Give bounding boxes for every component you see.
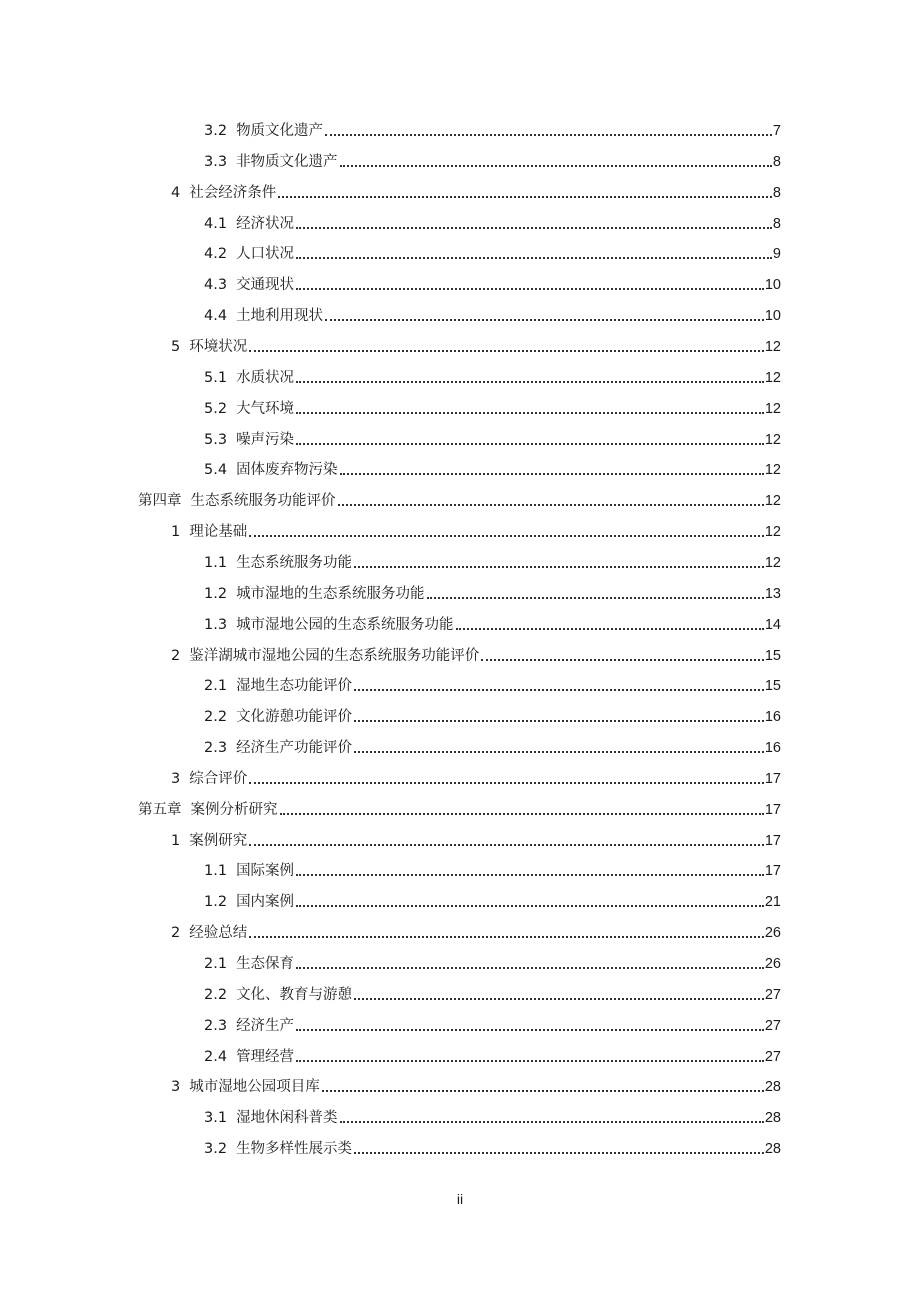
toc-entry-page: 28	[764, 1110, 781, 1127]
toc-entry-page: 10	[764, 308, 781, 325]
toc-entry-page: 26	[764, 956, 781, 972]
toc-entry-title: 国际案例	[236, 863, 295, 880]
toc-entry-page: 14	[764, 616, 781, 633]
toc-entry-title: 鉴洋湖城市湿地公园的生态系统服务功能评价	[189, 647, 480, 664]
toc-entry-title: 社会经济条件	[189, 184, 277, 201]
toc-entry[interactable]	[204, 581, 781, 603]
toc-entry-number: 4.4	[204, 308, 228, 325]
toc-entry-title: 土地利用现状	[236, 308, 324, 325]
toc-dot-leader	[354, 688, 764, 691]
toc-dot-leader	[296, 256, 772, 259]
toc-entry[interactable]	[171, 180, 781, 202]
toc-entry-title: 生态系统服务功能评价	[190, 493, 336, 510]
toc-entry-number: 4.2	[204, 246, 228, 263]
toc-dot-leader	[296, 442, 764, 445]
toc-entry-page: 12	[764, 431, 781, 448]
toc-entry[interactable]	[204, 1044, 781, 1066]
toc-entry-page: 16	[764, 709, 781, 726]
toc-dot-leader	[354, 750, 764, 753]
toc-entry-page: 12	[764, 339, 781, 355]
toc-dot-leader	[296, 1028, 764, 1031]
toc-entry-title: 人口状况	[236, 246, 295, 263]
toc-entry[interactable]	[204, 427, 781, 449]
toc-entry-title: 大气环境	[236, 400, 295, 417]
toc-entry-title: 交通现状	[236, 277, 295, 294]
toc-entry-number: 3.2	[204, 123, 228, 139]
toc-entry-number: 1.1	[204, 863, 228, 880]
toc-entry-number: 2	[171, 647, 181, 664]
toc-entry-title: 管理经营	[236, 1048, 295, 1065]
toc-entry[interactable]	[204, 149, 781, 171]
toc-entry-page: 8	[772, 215, 781, 232]
toc-entry-number: 2.1	[204, 678, 228, 695]
toc-entry[interactable]	[138, 797, 781, 819]
toc-dot-leader	[249, 349, 764, 352]
toc-dot-leader	[296, 966, 764, 969]
toc-dot-leader	[296, 380, 764, 383]
page-number: ii	[456, 1191, 464, 1207]
toc-entry-page: 15	[764, 678, 781, 695]
toc-entry-page: 7	[772, 123, 781, 139]
toc-entry[interactable]	[204, 673, 781, 695]
toc-entry[interactable]	[171, 1074, 781, 1096]
toc-entry-number: 1.2	[204, 585, 228, 602]
toc-entry-page: 12	[764, 462, 781, 479]
toc-dot-leader	[278, 195, 772, 198]
toc-dot-leader	[456, 627, 764, 630]
toc-dot-leader	[296, 287, 764, 290]
toc-entry-page: 15	[764, 647, 781, 664]
toc-dot-leader	[249, 935, 764, 938]
toc-entry[interactable]	[204, 889, 781, 911]
toc-entry-page: 12	[764, 493, 781, 510]
toc-entry-number: 5	[171, 339, 181, 355]
toc-entry-number: 2.2	[204, 986, 228, 1003]
toc-entry[interactable]	[204, 272, 781, 294]
toc-entry[interactable]	[171, 766, 781, 788]
toc-entry[interactable]	[171, 920, 781, 942]
toc-entry-number: 2.3	[204, 740, 228, 756]
toc-dot-leader	[296, 904, 764, 907]
toc-entry-title: 城市湿地公园的生态系统服务功能	[236, 616, 454, 633]
toc-entry-page: 17	[764, 801, 781, 818]
toc-entry-page: 28	[764, 1141, 781, 1158]
toc-entry[interactable]	[204, 303, 781, 325]
toc-entry-number: 2.4	[204, 1048, 228, 1065]
toc-entry-title: 生态系统服务功能	[236, 554, 353, 571]
toc-entry[interactable]	[204, 241, 781, 263]
toc-entry-number: 2.1	[204, 956, 228, 972]
toc-entry-number: 3	[171, 770, 181, 787]
toc-dot-leader	[340, 1120, 764, 1123]
toc-entry-number: 1	[171, 832, 181, 849]
toc-entry-number: 1.1	[204, 554, 228, 571]
toc-entry-number: 2.3	[204, 1017, 228, 1034]
toc-entry-title: 城市湿地的生态系统服务功能	[236, 585, 425, 602]
toc-entry[interactable]	[204, 1013, 781, 1035]
toc-entry-page: 8	[772, 153, 781, 170]
toc-entry[interactable]	[204, 1136, 781, 1158]
toc-dot-leader	[296, 1059, 764, 1062]
toc-dot-leader	[322, 1089, 764, 1092]
toc-entry-title: 噪声污染	[236, 431, 295, 448]
toc-entry-page: 17	[764, 832, 781, 849]
toc-dot-leader	[249, 781, 764, 784]
toc-dot-leader	[354, 565, 764, 568]
toc-dot-leader	[354, 1151, 764, 1154]
toc-entry-page: 17	[764, 770, 781, 787]
toc-entry[interactable]	[138, 488, 781, 510]
toc-entry[interactable]	[171, 643, 781, 665]
toc-entry-title: 案例研究	[189, 832, 248, 849]
toc-entry-title: 环境状况	[189, 339, 248, 355]
toc-entry[interactable]	[204, 858, 781, 880]
toc-entry-number: 2	[171, 925, 181, 942]
toc-entry[interactable]	[204, 1105, 781, 1127]
toc-dot-leader	[280, 812, 764, 815]
toc-entry[interactable]	[204, 951, 781, 973]
toc-dot-leader	[296, 226, 772, 229]
toc-entry-title: 经验总结	[189, 925, 248, 942]
toc-entry-title: 生态保育	[236, 956, 295, 972]
toc-entry[interactable]	[204, 365, 781, 387]
toc-entry-page: 27	[764, 1017, 781, 1034]
toc-entry-page: 8	[772, 184, 781, 201]
toc-entry-page: 12	[764, 554, 781, 571]
toc-dot-leader	[338, 503, 764, 506]
toc-entry-number: 3.3	[204, 153, 228, 170]
toc-dot-leader	[340, 164, 772, 167]
toc-entry-page: 12	[764, 369, 781, 386]
toc-entry[interactable]	[204, 982, 781, 1004]
toc-entry[interactable]	[204, 457, 781, 479]
toc-entry[interactable]	[171, 334, 781, 356]
toc-entry-number: 第五章	[138, 801, 182, 818]
toc-entry-number: 1	[171, 524, 181, 540]
toc-entry-number: 2.2	[204, 709, 228, 726]
toc-entry-title: 文化游憩功能评价	[236, 709, 353, 726]
toc-entry-title: 生物多样性展示类	[236, 1141, 353, 1158]
toc-dot-leader	[354, 719, 764, 722]
toc-dot-leader	[296, 873, 764, 876]
toc-entry-page: 21	[764, 894, 781, 911]
toc-dot-leader	[481, 658, 764, 661]
toc-dot-leader	[354, 997, 764, 1000]
toc-entry-page: 27	[764, 986, 781, 1003]
toc-entry-page: 17	[764, 863, 781, 880]
toc-entry-title: 案例分析研究	[190, 801, 278, 818]
toc-dot-leader	[296, 411, 764, 414]
toc-entry-page: 10	[764, 277, 781, 294]
toc-entry-page: 16	[764, 740, 781, 756]
toc-entry-title: 经济生产功能评价	[236, 740, 353, 756]
toc-dot-leader	[325, 133, 772, 136]
toc-entry-number: 4	[171, 184, 181, 201]
toc-entry[interactable]	[204, 118, 781, 140]
toc-entry-number: 4.1	[204, 215, 228, 232]
toc-entry-page: 12	[764, 524, 781, 540]
toc-entry-page: 9	[772, 246, 781, 263]
toc-entry-page: 26	[764, 925, 781, 942]
toc-dot-leader	[249, 534, 764, 537]
toc-entry[interactable]	[204, 550, 781, 572]
toc-dot-leader	[249, 843, 764, 846]
toc-entry-title: 文化、教育与游憩	[236, 986, 353, 1003]
toc-entry-page: 13	[764, 585, 781, 602]
toc-dot-leader	[325, 318, 764, 321]
toc-entry-title: 理论基础	[189, 524, 248, 540]
toc-dot-leader	[427, 596, 764, 599]
toc-entry-title: 物质文化遗产	[236, 123, 324, 139]
toc-entry-title: 湿地生态功能评价	[236, 678, 353, 695]
toc-entry[interactable]	[171, 828, 781, 850]
toc-entry-number: 1.3	[204, 616, 228, 633]
toc-entry-number: 4.3	[204, 277, 228, 294]
toc-entry[interactable]	[204, 735, 781, 757]
toc-entry-page: 12	[764, 400, 781, 417]
toc-entry[interactable]	[204, 612, 781, 634]
toc-entry[interactable]	[171, 519, 781, 541]
toc-entry[interactable]	[204, 704, 781, 726]
toc-entry-title: 经济状况	[236, 215, 295, 232]
toc-entry-number: 5.1	[204, 369, 228, 386]
toc-entry-title: 水质状况	[236, 369, 295, 386]
toc-entry[interactable]	[204, 211, 781, 233]
toc-entry-number: 1.2	[204, 894, 228, 911]
toc-entry-title: 国内案例	[236, 894, 295, 911]
toc-entry-title: 综合评价	[189, 770, 248, 787]
toc-entry-number: 3.1	[204, 1110, 228, 1127]
toc-entry-number: 3	[171, 1079, 181, 1096]
toc-entry-title: 固体废弃物污染	[236, 462, 338, 479]
toc-entry-number: 5.2	[204, 400, 228, 417]
toc-entry-page: 28	[764, 1079, 781, 1096]
toc-entry-title: 湿地休闲科普类	[236, 1110, 338, 1127]
toc-dot-leader	[340, 472, 764, 475]
toc-entry[interactable]	[204, 396, 781, 418]
toc-entry-number: 第四章	[138, 493, 182, 510]
toc-entry-number: 5.3	[204, 431, 228, 448]
toc-entry-page: 27	[764, 1048, 781, 1065]
toc-entry-number: 5.4	[204, 462, 228, 479]
toc-entry-number: 3.2	[204, 1141, 228, 1158]
toc-entry-title: 非物质文化遗产	[236, 153, 338, 170]
toc-entry-title: 经济生产	[236, 1017, 295, 1034]
toc-entry-title: 城市湿地公园项目库	[189, 1079, 320, 1096]
